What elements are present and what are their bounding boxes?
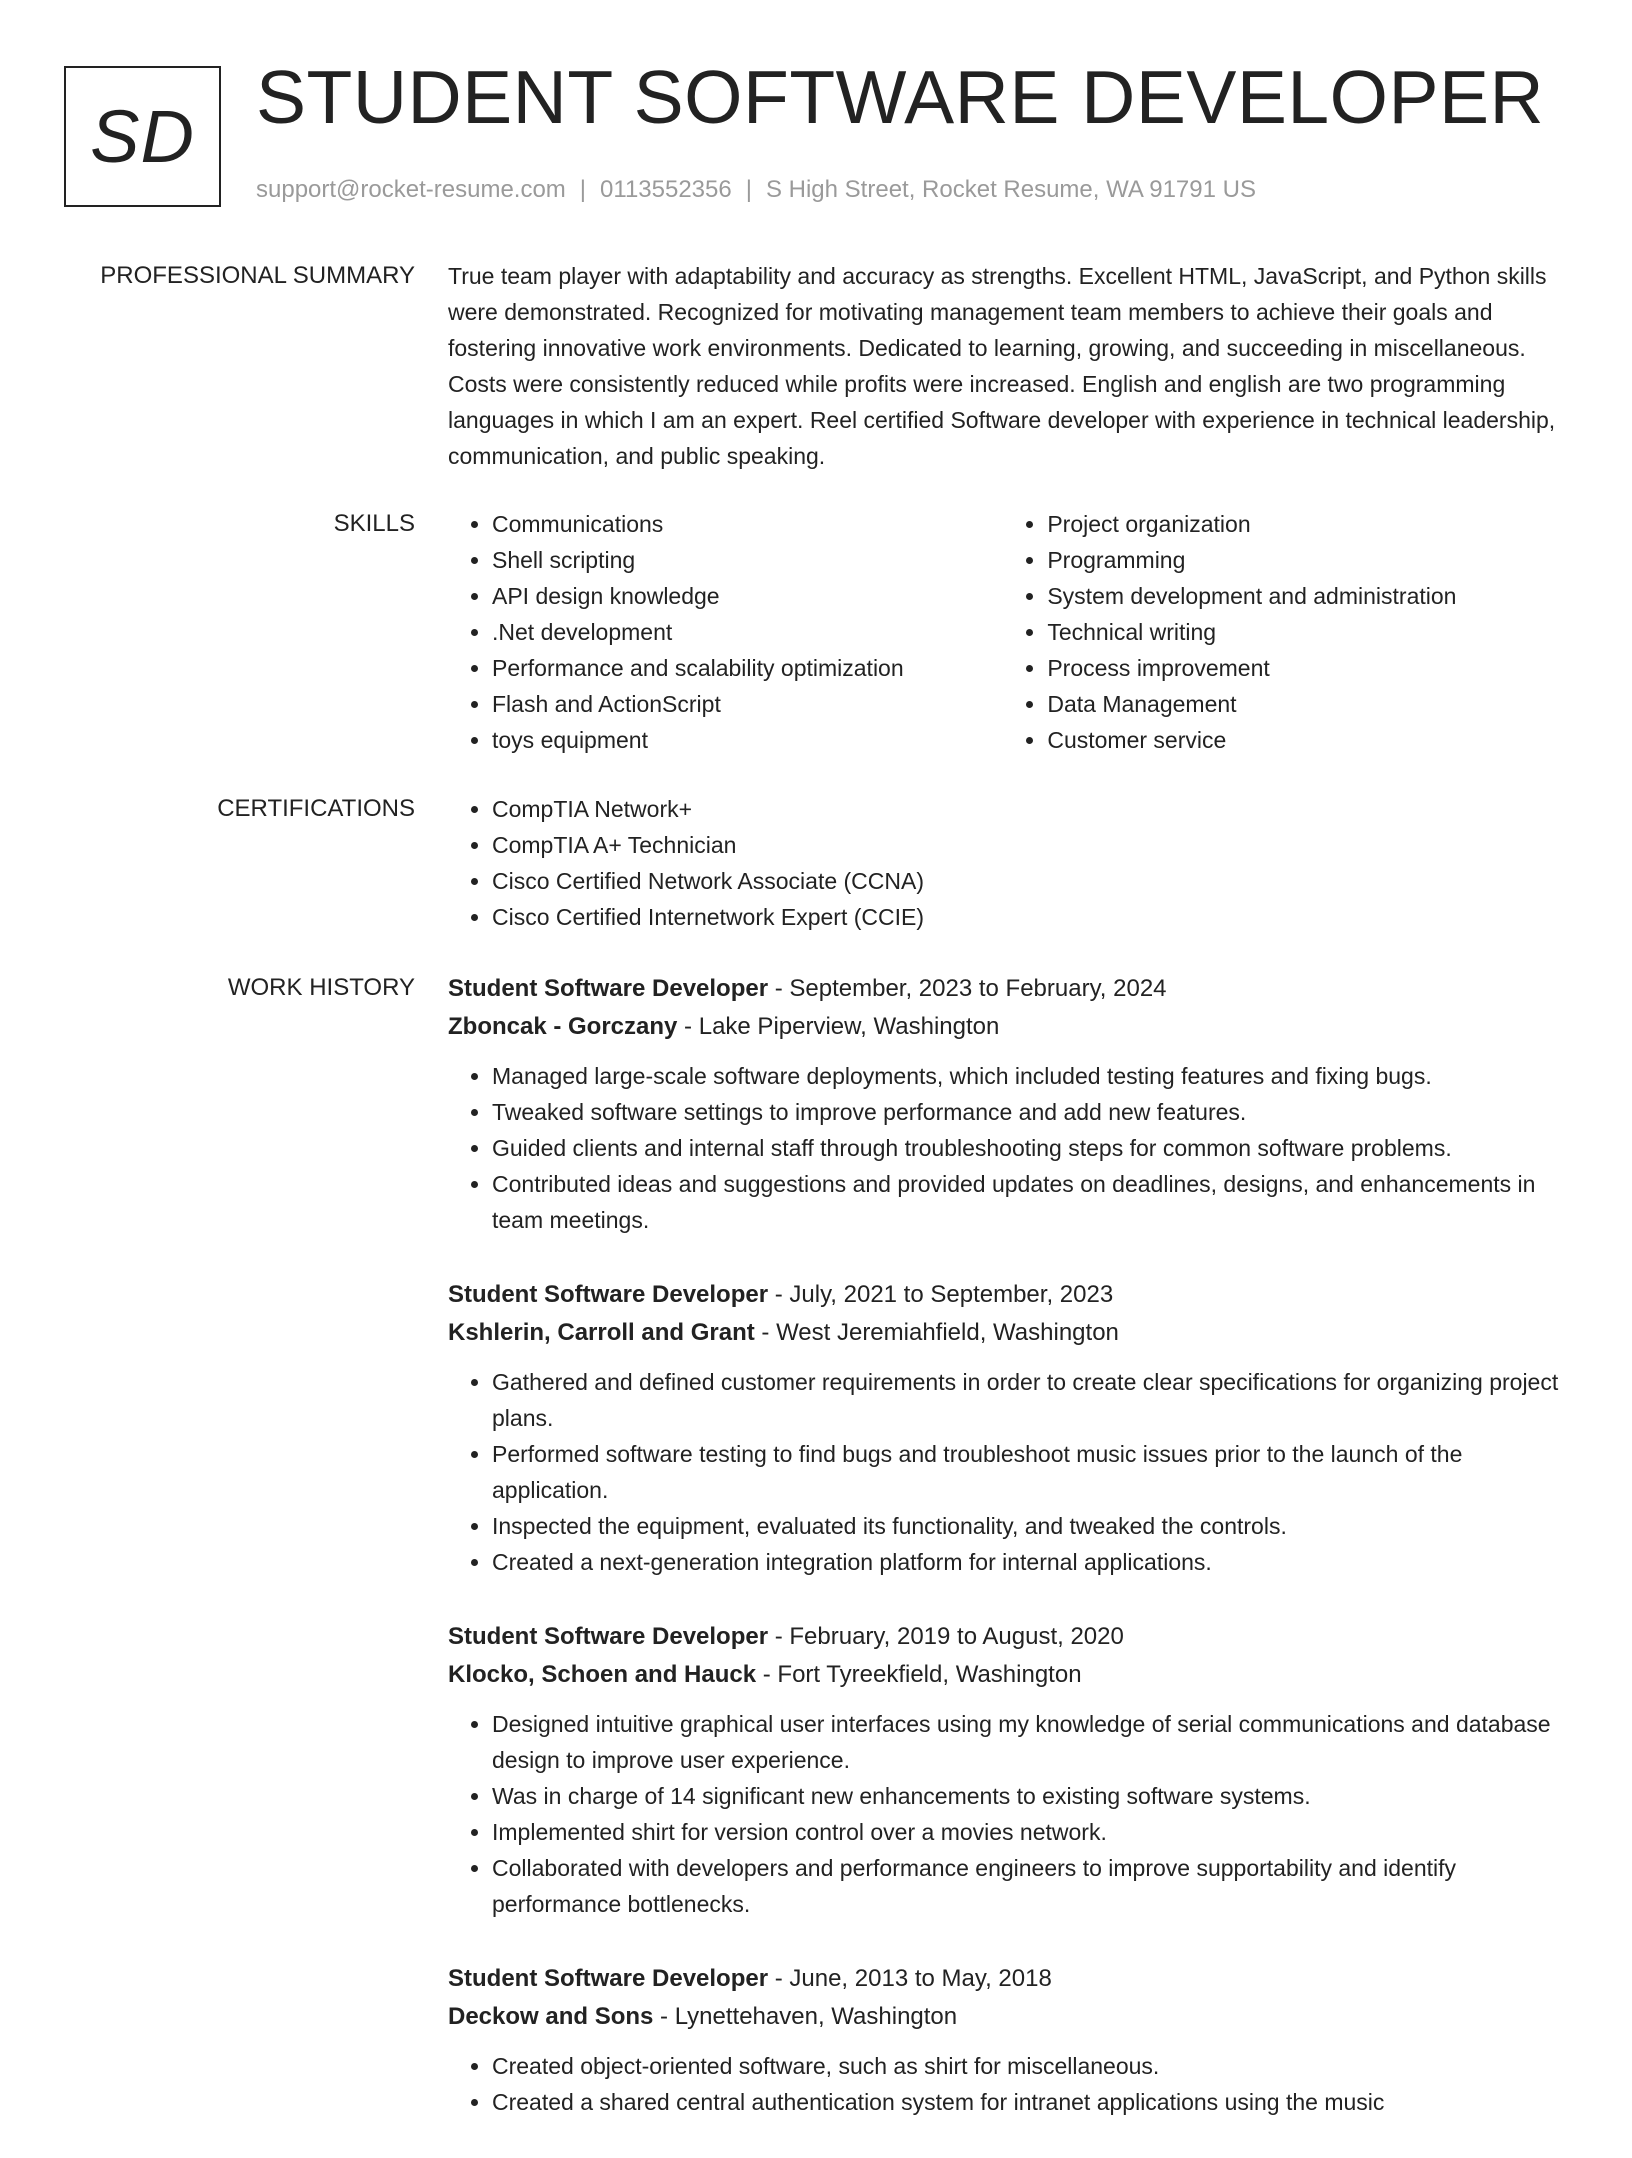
- job-bullet: • Gathered and defined customer requirements in order to create clear specifications for organizing project plans.: [492, 1364, 1568, 1436]
- summary-text: True team player with adaptability and accuracy as strengths. Excellent HTML, JavaScript, and Python skills were demonstrated. Recognized for motivating management team members to achieve their goals and fostering innovative work environments. Dedicated to learning, growing, and succeeding in miscellaneous. Costs were consistently reduced while profits were increased. English and english are two programming languages in which I am an expert. Reel certified Software developer with experience in technical leadership, communication, and public speaking.: [448, 263, 1556, 469]
- skill-item: • Programming: [1047, 542, 1568, 578]
- contact-separator: |: [579, 176, 587, 203]
- contact-address: S High Street, Rocket Resume, WA 91791 US: [765, 176, 1256, 203]
- job-entry: [448, 970, 1568, 1238]
- job-title: Student Software Developer: [448, 1965, 769, 1992]
- job-location: Fort Tyreekfield, Washington: [777, 1661, 1082, 1688]
- skill-item: • Process improvement: [1047, 650, 1568, 686]
- skill-item: • Project organization: [1047, 506, 1568, 542]
- job-dash: -: [768, 1281, 790, 1308]
- job-bullet: • Inspected the equipment, evaluated its functionality, and tweaked the controls.: [492, 1508, 1568, 1544]
- job-title: Student Software Developer: [448, 1623, 769, 1650]
- job-bullet: • Created object-oriented software, such as shirt for miscellaneous.: [492, 2048, 1568, 2084]
- contact-separator: |: [745, 176, 752, 203]
- section-label-work-history: WORK HISTORY: [227, 974, 415, 1001]
- skill-item: • Customer service: [1047, 722, 1568, 758]
- skill-item: • toys equipment: [492, 722, 1003, 758]
- job-dash: -: [768, 975, 790, 1002]
- certifications-bullets: [448, 791, 1568, 935]
- job-entry: [448, 1618, 1568, 1922]
- job-bullets: [448, 1058, 1568, 1238]
- job-dash: -: [754, 1319, 777, 1346]
- job-title-line: [448, 1960, 1568, 1998]
- skill-item: • Technical writing: [1047, 614, 1568, 650]
- job-bullet: • Created a shared central authentication system for intranet applications using the music: [492, 2084, 1568, 2120]
- job-company: Kshlerin, Carroll and Grant: [448, 1319, 755, 1346]
- contact-phone: 0113552356: [600, 176, 732, 203]
- skill-item: • .Net development: [492, 614, 1003, 650]
- job-entry: [448, 1960, 1568, 2120]
- skill-item: • API design knowledge: [492, 578, 1003, 614]
- certifications-list: [448, 791, 1568, 935]
- job-dates: September, 2023 to February, 2024: [789, 975, 1167, 1002]
- job-bullet: • Guided clients and internal staff through troubleshooting steps for common software problems.: [492, 1130, 1568, 1166]
- job-dates: July, 2021 to September, 2023: [789, 1281, 1114, 1308]
- job-entry: [448, 1276, 1568, 1580]
- job-dates: February, 2019 to August, 2020: [789, 1623, 1124, 1650]
- skill-item: • System development and administration: [1047, 578, 1568, 614]
- job-company-line: [448, 1314, 1568, 1352]
- job-company: Deckow and Sons: [448, 2003, 654, 2030]
- monogram-logo: SD: [64, 66, 221, 207]
- job-company-line: [448, 1656, 1568, 1694]
- skill-item: • Shell scripting: [492, 542, 1003, 578]
- job-bullet: • Designed intuitive graphical user interfaces using my knowledge of serial communications and database design to improve user experience.: [492, 1706, 1568, 1778]
- job-bullet: • Was in charge of 14 significant new enhancements to existing software systems.: [492, 1778, 1568, 1814]
- job-dash: -: [768, 1623, 790, 1650]
- job-title-line: [448, 1276, 1568, 1314]
- section-label-certifications: CERTIFICATIONS: [217, 795, 415, 822]
- skill-item: • Flash and ActionScript: [492, 686, 1003, 722]
- skills-column-2: [1003, 506, 1568, 758]
- job-dash: -: [756, 1661, 778, 1688]
- job-bullet: • Performed software testing to find bugs and troubleshoot music issues prior to the launch of the application.: [492, 1436, 1568, 1508]
- job-bullet: • Created a next-generation integration platform for internal applications.: [492, 1544, 1568, 1580]
- job-bullet: • Contributed ideas and suggestions and provided updates on deadlines, designs, and enhancements in team meetings.: [492, 1166, 1568, 1238]
- certification-item: • CompTIA A+ Technician: [492, 827, 1568, 863]
- job-location: Lake Piperview, Washington: [698, 1013, 1000, 1040]
- job-bullet: • Tweaked software settings to improve performance and add new features.: [492, 1094, 1568, 1130]
- skill-item: • Data Management: [1047, 686, 1568, 722]
- job-bullets: [448, 1706, 1568, 1922]
- job-location: West Jeremiahfield, Washington: [776, 1319, 1119, 1346]
- job-bullet: • Implemented shirt for version control over a movies network.: [492, 1814, 1568, 1850]
- skill-item: • Communications: [492, 506, 1003, 542]
- certification-item: • Cisco Certified Network Associate (CCNA): [492, 863, 1568, 899]
- job-title: Student Software Developer: [448, 1281, 769, 1308]
- section-label-summary: PROFESSIONAL SUMMARY: [100, 262, 415, 289]
- job-company-line: [448, 1008, 1568, 1046]
- contact-line: [256, 176, 1256, 204]
- job-dash: -: [653, 2003, 675, 2030]
- job-dash: -: [768, 1965, 790, 1992]
- section-label-skills: SKILLS: [333, 510, 415, 537]
- work-history-list: [448, 970, 1568, 2158]
- job-bullet: • Managed large-scale software deployments, which included testing features and fixing bugs.: [492, 1058, 1568, 1094]
- job-bullets: [448, 2048, 1568, 2120]
- job-dash: -: [677, 1013, 699, 1040]
- page-title: STUDENT SOFTWARE DEVELOPER: [256, 55, 1545, 139]
- skills-column-1: [448, 506, 1003, 758]
- job-company: Klocko, Schoen and Hauck: [448, 1661, 757, 1688]
- job-title: Student Software Developer: [448, 975, 769, 1002]
- certification-item: • Cisco Certified Internetwork Expert (CCIE): [492, 899, 1568, 935]
- job-title-line: [448, 970, 1568, 1008]
- job-company-line: [448, 1998, 1568, 2036]
- skills-list: [448, 506, 1568, 758]
- contact-email: support@rocket-resume.com: [256, 176, 566, 203]
- job-location: Lynettehaven, Washington: [674, 2003, 958, 2030]
- certification-item: • CompTIA Network+: [492, 791, 1568, 827]
- job-title-line: [448, 1618, 1568, 1656]
- job-bullets: [448, 1364, 1568, 1580]
- job-bullet: • Collaborated with developers and performance engineers to improve supportability and identify performance bottlenecks.: [492, 1850, 1568, 1922]
- skill-item: • Performance and scalability optimization: [492, 650, 1003, 686]
- job-company: Zboncak - Gorczany: [448, 1013, 678, 1040]
- job-dates: June, 2013 to May, 2018: [789, 1965, 1052, 1992]
